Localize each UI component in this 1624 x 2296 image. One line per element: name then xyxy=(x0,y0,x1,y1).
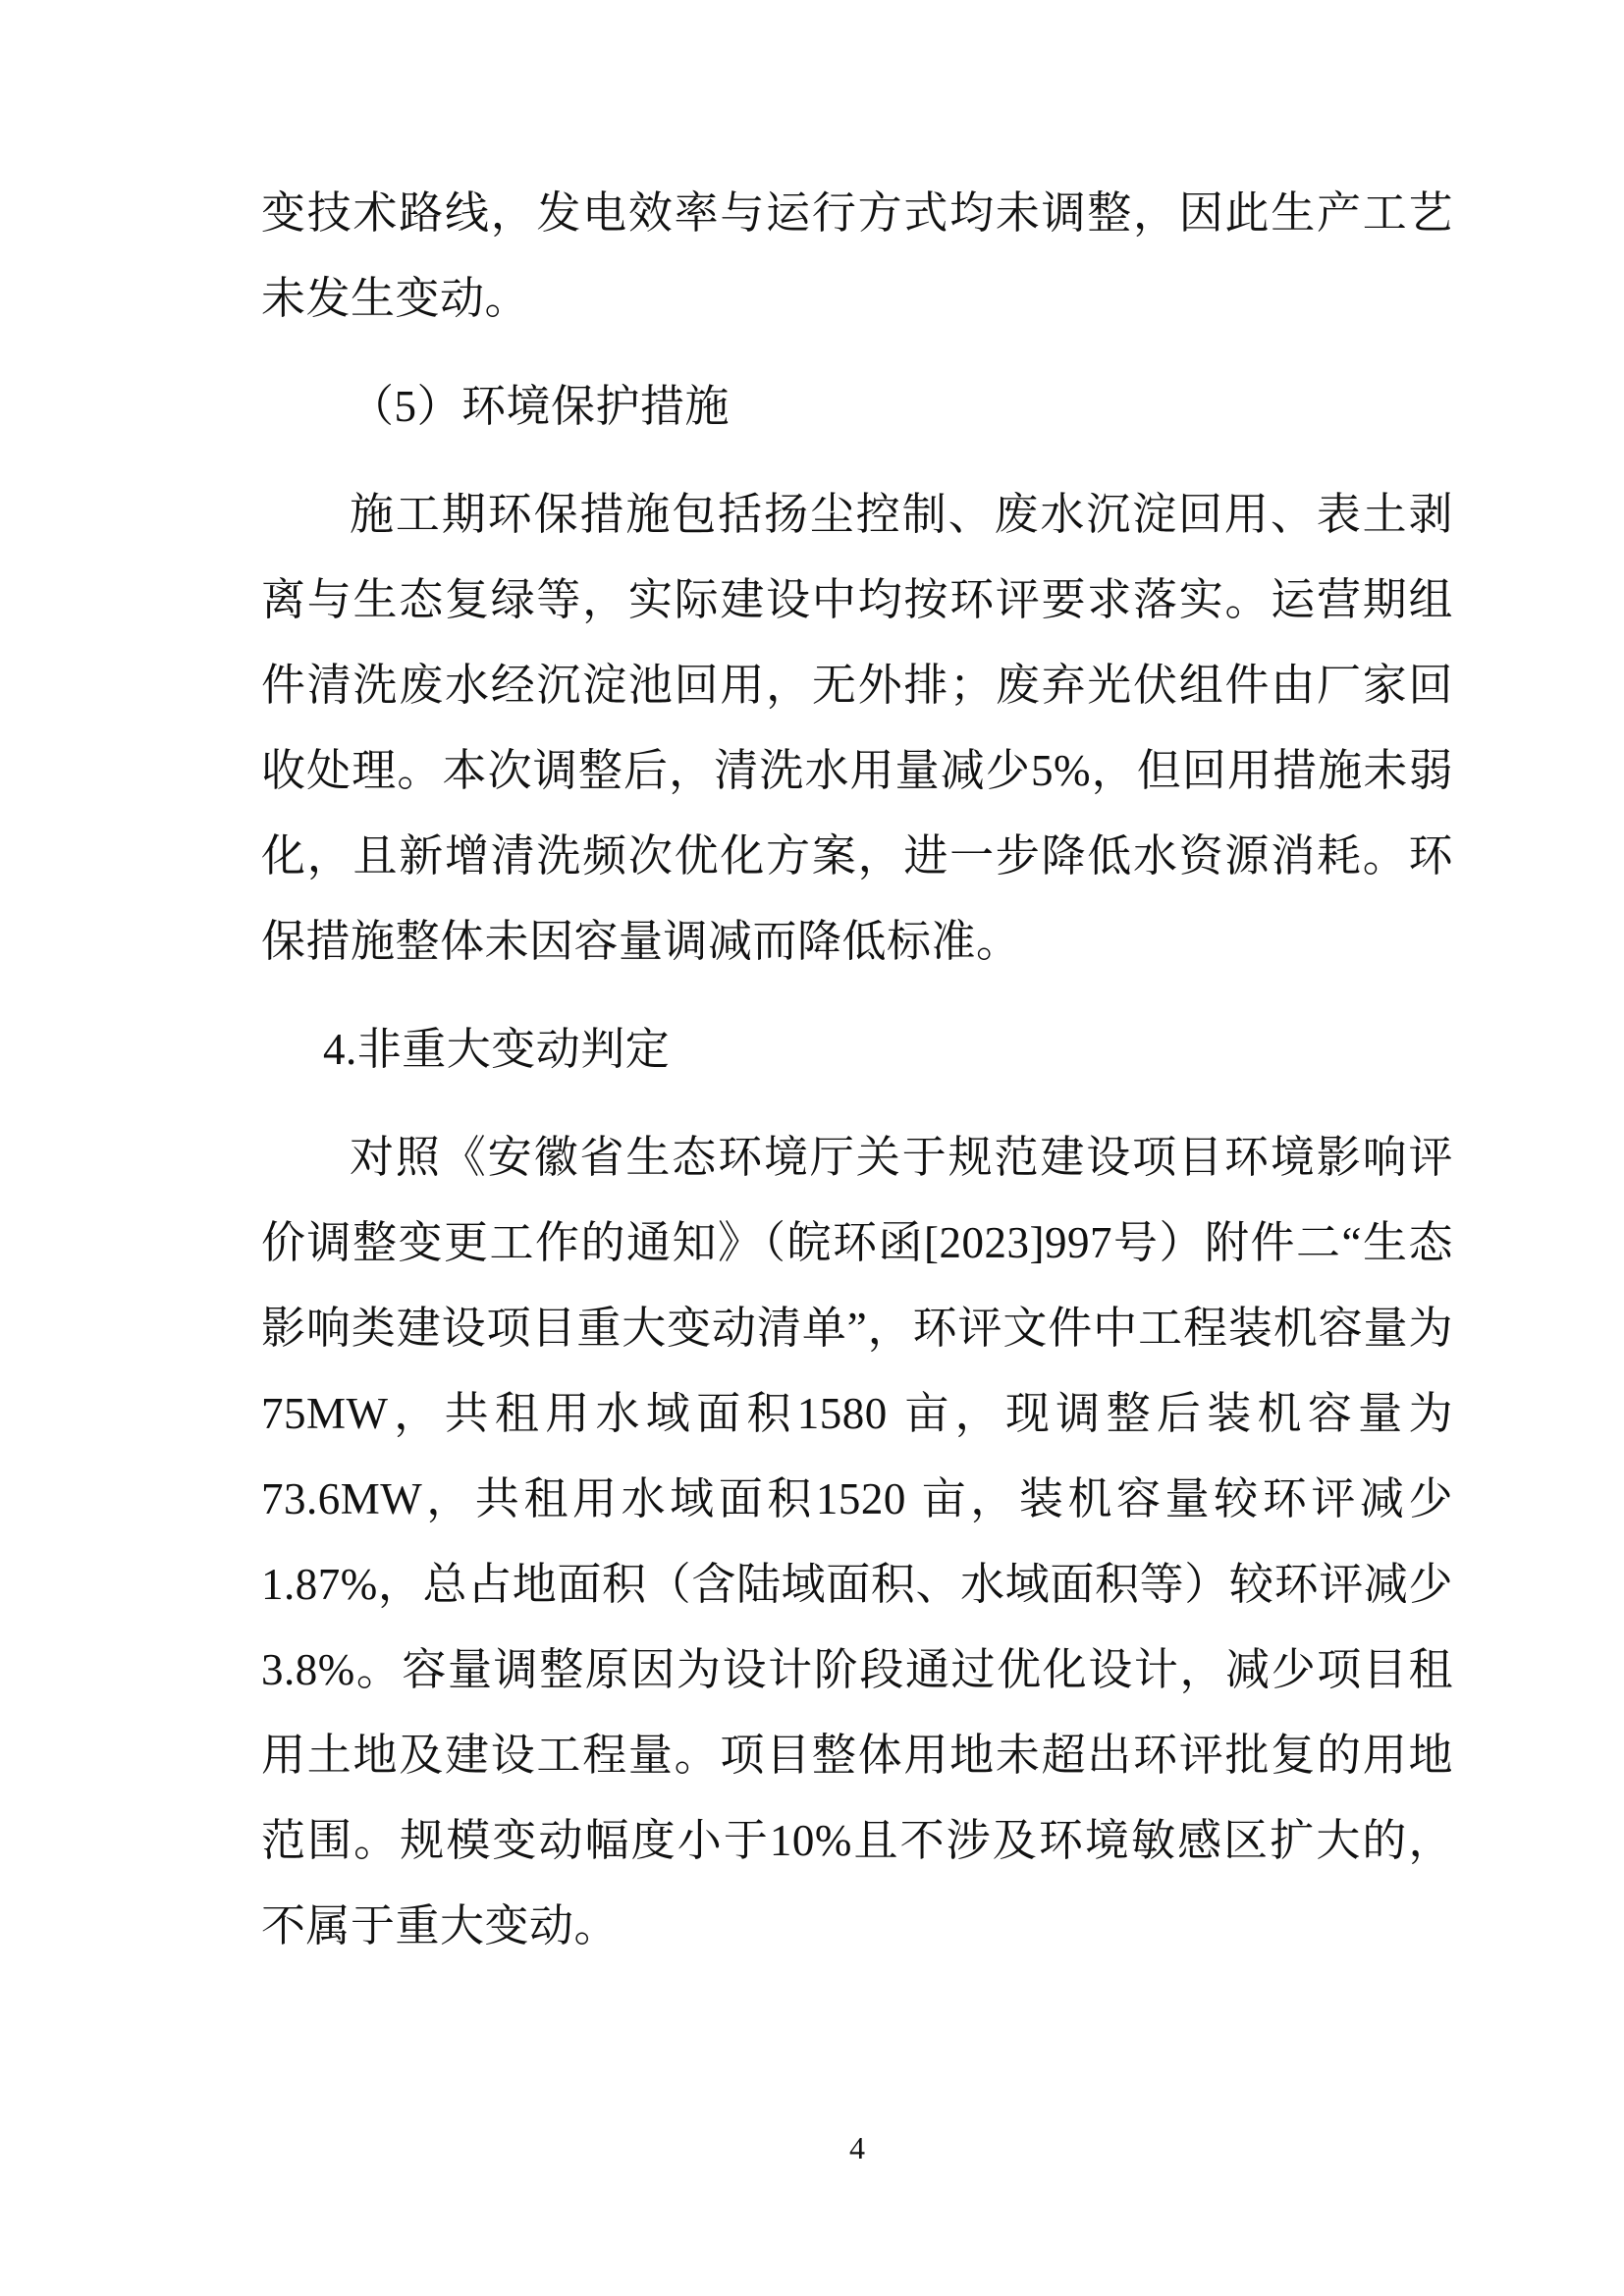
heading-environmental-protection-measures: （5）环境保护措施 xyxy=(350,382,731,431)
page-number: 4 xyxy=(849,2130,865,2165)
paragraph-environmental-measures: 施工期环保措施包括扬尘控制、废水沉淀回用、表土剥离与生态复绿等，实际建设中均按环评要求落实。运营期组件清洗废水经沉淀池回用，无外排；废弃光伏组件由厂家回收处理。本次调整后，清洗水用量减少5%，但回用措施未弱化，且新增清洗频次优化方案，进一步降低水资源消耗。环保措施整体未因容量调减而降低标准。 xyxy=(261,490,1453,966)
paragraph-non-major-change-analysis: 对照《安徽省生态环境厅关于规范建设项目环境影响评价调整变更工作的通知》（皖环函[2023]997号）附件二“生态影响类建设项目重大变动清单”，环评文件中工程装机容量为75MW，共租用水域面积1580 亩，现调整后装机容量为73.6MW，共租用水域面积1520 亩，装机容量较环评减少1.87%，总占地面积（含陆域面积、水域面积等）较环评减少3.8%。容量调整原因为设计阶段通过优化设计，减少项目租用土地及建设工程量。项目整体用地未超出环评批复的用地范围。规模变动幅度小于10%且不涉及环境敏感区扩大的，不属于重大变动。 xyxy=(261,1133,1453,1950)
text-block xyxy=(261,171,1453,1969)
heading-non-major-change-determination: 4.非重大变动判定 xyxy=(323,1025,671,1074)
paragraph-production-process-continuation: 变技术路线，发电效率与运行方式均未调整，因此生产工艺未发生变动。 xyxy=(261,188,1453,323)
